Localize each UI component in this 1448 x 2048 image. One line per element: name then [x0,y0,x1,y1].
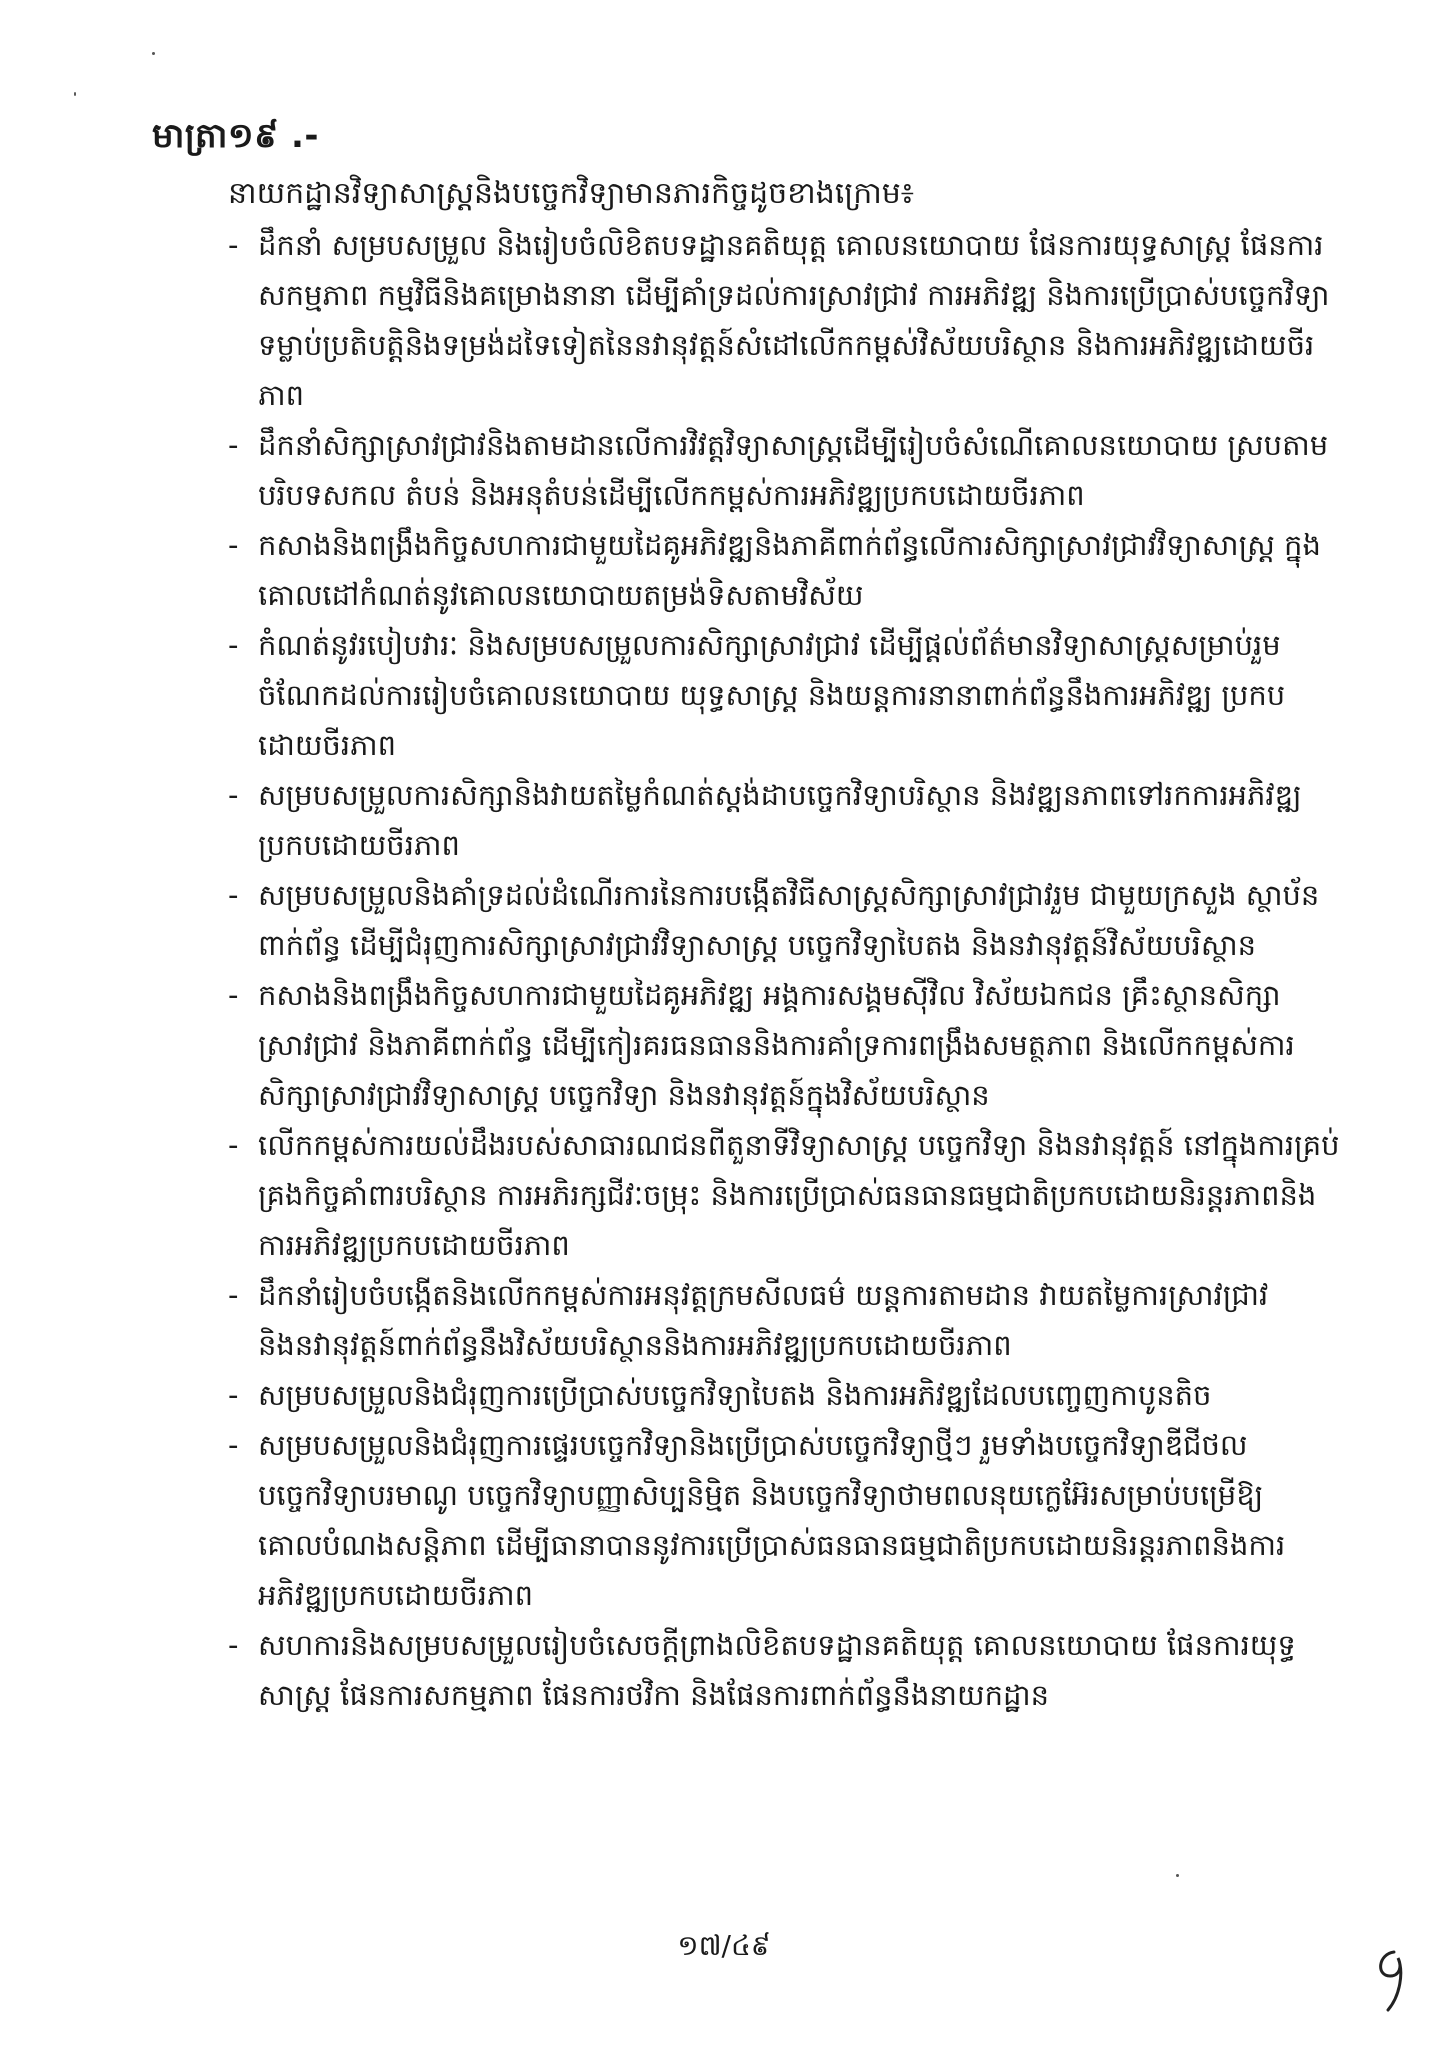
scan-speck [1176,1874,1179,1877]
duty-text: សម្របសម្រួលនិងជំរុញការប្រើប្រាស់បច្ចេកវិទ្យាបៃតង និងការអភិវឌ្ឍដែលបញ្ចេញកាបូនតិច [258,1378,1212,1412]
duty-list-item [228,1270,1348,1370]
duty-list-item [228,870,1348,970]
duty-list-item [228,420,1348,520]
duty-list-item [228,620,1348,770]
bullet-dash: - [228,1428,239,1462]
duty-text: សម្របសម្រួលការសិក្សានិងវាយតម្លៃកំណត់ស្តង់ដាបច្ចេកវិទ្យាបរិស្ថាន និងវឌ្ឍនភាពទៅរកការអភិវឌ្ឍប្រកបដោយចីរភាព [258,778,1302,862]
duty-list-item [228,1120,1348,1270]
duty-text: សហការនិងសម្របសម្រួលរៀបចំសេចក្តីព្រាងលិខិតបទដ្ឋានគតិយុត្ត គោលនយោបាយ ផែនការយុទ្ធសាស្ត្រ ផែនការសកម្មភាព ផែនការថវិកា និងផែនការពាក់ព័ន្ធនឹងនាយកដ្ឋាន [258,1628,1296,1712]
bullet-dash: - [228,1278,239,1312]
article-heading: មាត្រា១៩ .- [152,116,320,156]
scan-speck [152,52,155,55]
bullet-dash: - [228,978,239,1012]
duty-list-item [228,970,1348,1120]
duty-list-item [228,1620,1348,1720]
bullet-dash: - [228,428,239,462]
handwritten-initial-mark [1370,1946,1410,2016]
page-number: ១៧/៤៩ [677,1929,771,1962]
bullet-dash: - [228,528,239,562]
intro-text: នាយកដ្ឋានវិទ្យាសាស្ត្រនិងបច្ចេកវិទ្យាមានភារកិច្ចដូចខាងក្រោម៖ [228,176,914,211]
duty-list-item [228,770,1348,870]
duty-text: សម្របសម្រួលនិងគាំទ្រដល់ដំណើរការនៃការបង្កើតវិធីសាស្ត្រសិក្សាស្រាវជ្រាវរួម ជាមួយក្រសួង ស្ថាប័នពាក់ព័ន្ធ ដើម្បីជំរុញការសិក្សាស្រាវជ្រាវវិទ្យាសាស្ត្រ បច្ចេកវិទ្យាបៃតង និងនវានុវត្តន៍វិស័យបរិស្ថាន [258,878,1320,962]
duty-text: កសាងនិងពង្រឹងកិច្ចសហការជាមួយដៃគូអភិវឌ្ឍ អង្គការសង្គមស៊ីវិល វិស័យឯកជន គ្រឹះស្ថានសិក្សាស្រាវជ្រាវ និងភាគីពាក់ព័ន្ធ ដើម្បីកៀរគរធនធាននិងការគាំទ្រការពង្រឹងសមត្ថភាព និងលើកកម្ពស់ការសិក្សាស្រាវជ្រាវវិទ្យាសាស្ត្រ បច្ចេកវិទ្យា និងនវានុវត្តន៍ក្នុងវិស័យបរិស្ថាន [258,978,1295,1112]
duty-list-item [228,520,1348,620]
bullet-dash: - [228,228,239,262]
scan-speck [74,92,76,96]
bullet-dash: - [228,1128,239,1162]
duty-text: ដឹកនាំរៀបចំបង្កើតនិងលើកកម្ពស់ការអនុវត្តក្រមសីលធម៌ យន្តការតាមដាន វាយតម្លៃការស្រាវជ្រាវ និងនវានុវត្តន៍ពាក់ព័ន្ធនឹងវិស័យបរិស្ថាននិងការអភិវឌ្ឍប្រកបដោយចីរភាព [258,1278,1269,1362]
duty-list-item [228,1370,1348,1420]
duty-list [228,220,1348,1720]
duty-list-item [228,1420,1348,1620]
bullet-dash: - [228,1628,239,1662]
duty-text: កសាងនិងពង្រឹងកិច្ចសហការជាមួយដៃគូអភិវឌ្ឍនិងភាគីពាក់ព័ន្ធលើការសិក្សាស្រាវជ្រាវវិទ្យាសាស្ត្រ ក្នុងគោលដៅកំណត់នូវគោលនយោបាយតម្រង់ទិសតាមវិស័យ [258,528,1321,612]
duty-text: ដឹកនាំ សម្របសម្រួល និងរៀបចំលិខិតបទដ្ឋានគតិយុត្ត គោលនយោបាយ ផែនការយុទ្ធសាស្ត្រ ផែនការសកម្មភាព កម្មវិធីនិងគម្រោងនានា ដើម្បីគាំទ្រដល់ការស្រាវជ្រាវ ការអភិវឌ្ឍ និងការប្រើប្រាស់បច្ចេកវិទ្យា ទម្លាប់ប្រតិបត្តិនិងទម្រង់ដទៃទៀតនៃនវានុវត្តន៍សំដៅលើកកម្ពស់វិស័យបរិស្ថាន និងការអភិវឌ្ឍដោយចីរភាព [258,228,1330,412]
bullet-dash: - [228,778,239,812]
duty-text: ដឹកនាំសិក្សាស្រាវជ្រាវនិងតាមដានលើការវិវត្តវិទ្យាសាស្ត្រដើម្បីរៀបចំសំណើគោលនយោបាយ ស្របតាមបរិបទសកល តំបន់ និងអនុតំបន់ដើម្បីលើកកម្ពស់ការអភិវឌ្ឍប្រកបដោយចីរភាព [258,428,1329,512]
duty-text: កំណត់នូវរបៀបវារៈ និងសម្របសម្រួលការសិក្សាស្រាវជ្រាវ ដើម្បីផ្តល់ព័ត៌មានវិទ្យាសាស្ត្រសម្រាប់រួមចំណែកដល់ការរៀបចំគោលនយោបាយ យុទ្ធសាស្ត្រ និងយន្តការនានាពាក់ព័ន្ធនឹងការអភិវឌ្ឍ ប្រកបដោយចីរភាព [258,628,1286,762]
bullet-dash: - [228,878,239,912]
bullet-dash: - [228,628,239,662]
duty-text: លើកកម្ពស់ការយល់ដឹងរបស់សាធារណជនពីតួនាទីវិទ្យាសាស្ត្រ បច្ចេកវិទ្យា និងនវានុវត្តន៍ នៅក្នុងការគ្រប់គ្រងកិច្ចគាំពារបរិស្ថាន ការអភិរក្សជីវៈចម្រុះ និងការប្រើប្រាស់ធនធានធម្មជាតិប្រកបដោយនិរន្តរភាពនិងការអភិវឌ្ឍប្រកបដោយចីរភាព [258,1128,1340,1262]
duty-text: សម្របសម្រួលនិងជំរុញការផ្ទេរបច្ចេកវិទ្យានិងប្រើប្រាស់បច្ចេកវិទ្យាថ្មីៗ រួមទាំងបច្ចេកវិទ្យាឌីជីថល បច្ចេកវិទ្យាបរមាណូ បច្ចេកវិទ្យាបញ្ញាសិប្បនិម្មិត និងបច្ចេកវិទ្យាថាមពលនុយក្លេអ៊ែរសម្រាប់បម្រើឱ្យគោលបំណងសន្តិភាព ដើម្បីធានាបាននូវការប្រើប្រាស់ធនធានធម្មជាតិប្រកបដោយនិរន្តរភាពនិងការអភិវឌ្ឍប្រកបដោយចីរភាព [258,1428,1286,1612]
duty-list-item [228,220,1348,420]
bullet-dash: - [228,1378,239,1412]
